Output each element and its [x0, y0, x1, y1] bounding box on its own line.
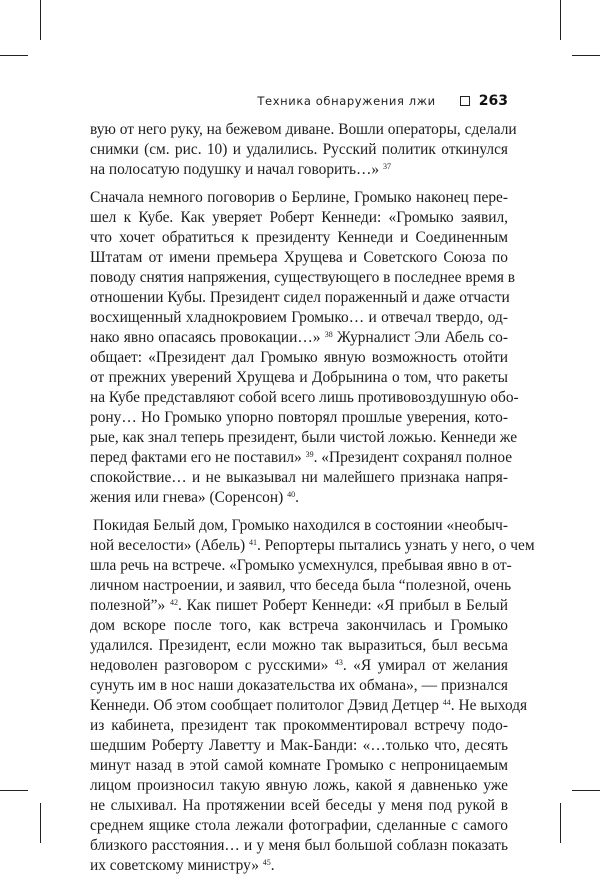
- text-line: лицом произносил такую явную ложь, какой я давненько уже: [90, 777, 508, 794]
- text-line: Штатам от имени премьера Хрущева и Советского Союза по: [90, 249, 508, 266]
- text-line: что хочет обратиться к президенту Кеннеди и Соединенным: [90, 229, 508, 246]
- paragraph: [90, 188, 519, 508]
- page-number: 263: [478, 93, 508, 109]
- text-line: отношении Кубы. Президент сидел пораженный и даже отчасти: [90, 289, 510, 306]
- text-line: снимки (см. рис. 10) и удалились. Русский политик откинулся: [90, 141, 508, 158]
- text-line: спокойствие… и не выказывал ни малейшего признака напря-: [90, 469, 508, 486]
- crop-mark: [40, 803, 41, 843]
- text-line: минут назад в этой самой комнате Громыко с непроницаемым: [90, 757, 508, 774]
- text-line: их советскому министру» $^{45}$.: [90, 857, 275, 874]
- text-line: Сначала немного поговорив о Берлине, Громыко наконец пере-: [90, 189, 508, 206]
- text-line: личном настроении, и заявил, что беседа была “полезной, очень: [90, 577, 512, 594]
- text-line: среднем ящике стола лежали фотографии, сделанные с самого: [90, 817, 508, 834]
- text-line: на полосатую подушку и начал говорить…» $^{37}$: [90, 161, 391, 178]
- square-bullet-icon: [460, 96, 470, 106]
- footnote-ref: 38: [324, 330, 333, 339]
- text-line: общает: «Президент дал Громыко явную возможность отойти: [90, 349, 508, 366]
- text-line: полезной”» $^{42}$. Как пишет Роберт Кеннеди: «Я прибыл в Белый: [90, 597, 508, 614]
- footnote-ref: 42: [169, 598, 178, 607]
- running-header: [90, 91, 508, 111]
- text-line: рые, как знал теперь президент, были чистой ложью. Кеннеди же: [90, 429, 518, 446]
- text-line: ной веселости» (Абель) $^{41}$. Репортеры пытались узнать у него, о чем: [90, 537, 535, 554]
- footnote-ref: 37: [382, 162, 391, 171]
- text-line: Кеннеди. Об этом сообщает политолог Дэвид Детцер $^{44}$. Не выходя: [90, 697, 528, 714]
- text-line: шла речь на встрече. «Громыко усмехнулся, пребывая явно в от-: [90, 557, 512, 574]
- text-line: удалился. Президент, если можно так выразиться, был весьма: [90, 637, 508, 654]
- crop-mark: [572, 790, 600, 791]
- footnote-ref: 44: [442, 698, 451, 707]
- crop-mark: [560, 803, 561, 843]
- text-line: не слыхивал. На протяжении всей беседы у меня под рукой в: [90, 797, 508, 814]
- text-line: недоволен разговором с русскими» $^{43}$. «Я умирал от желания: [90, 657, 508, 674]
- text-line: перед фактами его не поставил» $^{39}$. «Президент сохранял полное: [90, 449, 513, 466]
- crop-mark: [560, 0, 561, 40]
- footnote-ref: 39: [305, 450, 314, 459]
- text-line: Покидая Белый дом, Громыко находился в состоянии «необыч-: [93, 517, 508, 534]
- text-line: сунуть им в нос наши доказательства их обмана», — признался: [90, 677, 508, 694]
- text-line: вую от него руку, на бежевом диване. Вошли операторы, сделали: [90, 121, 517, 138]
- footnote-ref: 43: [334, 658, 343, 667]
- paragraph: [90, 516, 535, 876]
- crop-mark: [0, 790, 28, 791]
- text-line: дом вскоре после того, как встреча закончилась и Громыко: [90, 617, 508, 634]
- text-line: от прежних уверений Хрущева и Добрынина о том, что ракеты: [90, 369, 508, 386]
- text-line: шел к Кубе. Как уверяет Роберт Кеннеди: «Громыко заявил,: [90, 209, 508, 226]
- crop-mark: [40, 0, 41, 40]
- footnote-ref: 41: [248, 538, 257, 547]
- running-title: Техника обнаружения лжи: [257, 94, 436, 108]
- body-text: [90, 120, 535, 884]
- crop-mark: [0, 55, 28, 56]
- crop-mark: [572, 55, 600, 56]
- text-line: восхищенный хладнокровием Громыко… и отвечал твердо, од-: [90, 309, 508, 326]
- text-line: близкого расстояния… и у меня был большой соблазн показать: [90, 837, 508, 854]
- text-line: шедшим Роберту Лаветту и Мак-Банди: «…только что, десять: [90, 737, 508, 754]
- footnote-ref: 40: [287, 490, 296, 499]
- text-line: поводу снятия напряжения, существующего в последнее время в: [90, 269, 516, 286]
- text-line: нако явно опасаясь провокации…» $^{38}$ Журналист Эли Абель со-: [90, 329, 508, 346]
- text-line: на Кубе представляют собой всего лишь противовоздушную обо-: [90, 389, 519, 406]
- text-line: жения или гнева» (Соренсон) $^{40}$.: [90, 489, 299, 506]
- paragraph: [90, 120, 517, 180]
- text-line: рону… Но Громыко упорно повторял прошлые уверения, кото-: [90, 409, 508, 426]
- footnote-ref: 45: [262, 858, 271, 867]
- text-line: из кабинета, президент так прокомментировал встречу подо-: [90, 717, 508, 734]
